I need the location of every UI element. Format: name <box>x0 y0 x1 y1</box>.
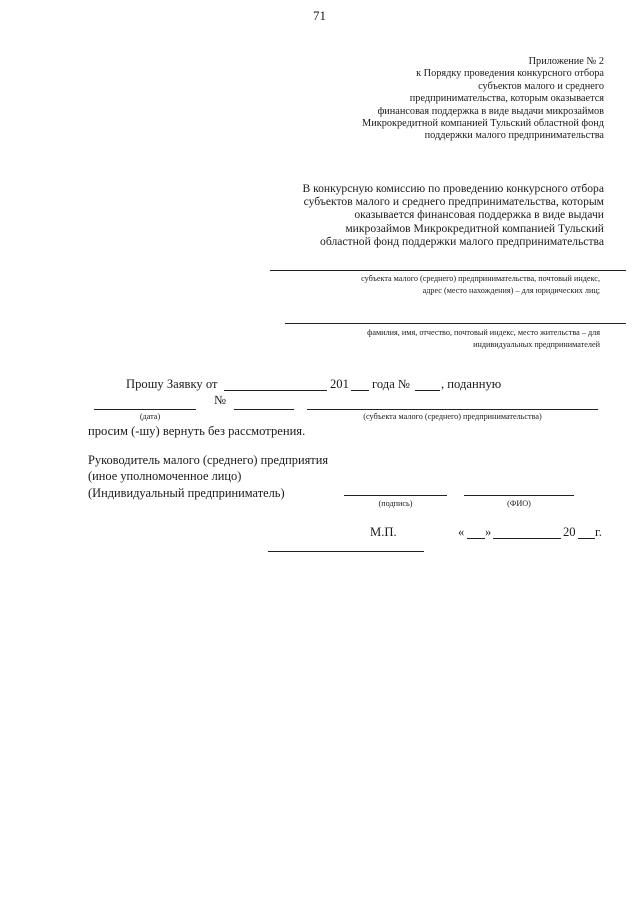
date-year-suffix: г. <box>595 525 602 539</box>
date-open-quote: « <box>458 525 465 539</box>
entity-hint: (субъекта малого (среднего) предпринимательства) <box>363 412 542 421</box>
signatory-block <box>88 452 328 501</box>
appendix-line: Приложение № 2 <box>528 56 604 67</box>
request-filed-word: , поданную <box>441 377 502 391</box>
addressee-line: областной фонд поддержки малого предпринимательства <box>320 234 604 248</box>
year-blank[interactable] <box>578 538 595 539</box>
appendix-line: финансовая поддержка в виде выдачи микрозаймов <box>377 105 604 117</box>
stamp-place-label: М.П. <box>370 525 397 539</box>
hint-line: индивидуальных предпринимателей <box>473 339 600 349</box>
addressee-line: субъектов малого и среднего предпринимательства, которым <box>303 195 604 209</box>
appendix-header <box>362 56 604 143</box>
hint-line: адрес (место нахождения) – для юридических лиц; <box>422 285 600 295</box>
request-prefix: Прошу Заявку от <box>126 377 218 391</box>
request-number-blank[interactable] <box>415 390 440 391</box>
request-year-prefix: 201 <box>330 377 349 391</box>
addressee-line: оказывается финансовая поддержка в виде выдачи <box>354 208 604 222</box>
signature-blank[interactable] <box>344 495 447 496</box>
month-blank[interactable] <box>493 538 561 539</box>
request-year-blank[interactable] <box>351 390 369 391</box>
second-number-sign: № <box>214 393 227 407</box>
appendix-line: Микрокредитной компанией Тульский областной фонд <box>362 118 604 130</box>
individual-hint <box>367 327 600 350</box>
signature-hint: (подпись) <box>378 499 413 508</box>
filing-number-blank[interactable] <box>234 409 294 410</box>
addressee-line: В конкурсную комиссию по проведению конкурсного отбора <box>302 182 604 195</box>
page-number: 71 <box>313 8 326 23</box>
signatory-line: (Индивидуальный предприниматель) <box>88 485 285 500</box>
request-date-blank[interactable] <box>224 390 327 391</box>
hint-line: субъекта малого (среднего) предпринимательства, почтовый индекс, <box>361 274 600 283</box>
date-close-quote: » <box>485 525 492 539</box>
appendix-line: субъектов малого и среднего <box>478 80 604 92</box>
addressee-line: микрозаймов Микрокредитной компанией Тульский <box>345 221 604 235</box>
appendix-line: к Порядку проведения конкурсного отбора <box>416 68 604 80</box>
legal-entity-blank-line[interactable] <box>270 270 626 271</box>
addressee-block <box>302 182 604 248</box>
bottom-blank-line[interactable] <box>268 551 424 552</box>
individual-blank-line[interactable] <box>285 323 626 324</box>
legal-entity-hint <box>361 273 600 296</box>
signatory-line: (иное уполномоченное лицо) <box>88 469 242 484</box>
date-year-prefix: 20 <box>563 525 576 539</box>
filing-date-blank[interactable] <box>94 409 196 410</box>
return-request-text: просим (-шу) вернуть без рассмотрения. <box>88 424 306 438</box>
full-name-blank[interactable] <box>464 495 574 496</box>
day-blank[interactable] <box>467 538 485 539</box>
entity-name-blank[interactable] <box>307 409 598 410</box>
appendix-line: предпринимательства, которым оказывается <box>409 93 604 105</box>
request-year-word: года № <box>372 377 410 391</box>
signatory-line: Руководитель малого (среднего) предприятия <box>88 453 329 467</box>
appendix-line: поддержки малого предпринимательства <box>424 130 604 142</box>
full-name-hint: (ФИО) <box>507 499 531 508</box>
hint-line: фамилия, имя, отчество, почтовый индекс, место жительства – для <box>367 328 600 337</box>
date-hint: (дата) <box>139 412 161 421</box>
